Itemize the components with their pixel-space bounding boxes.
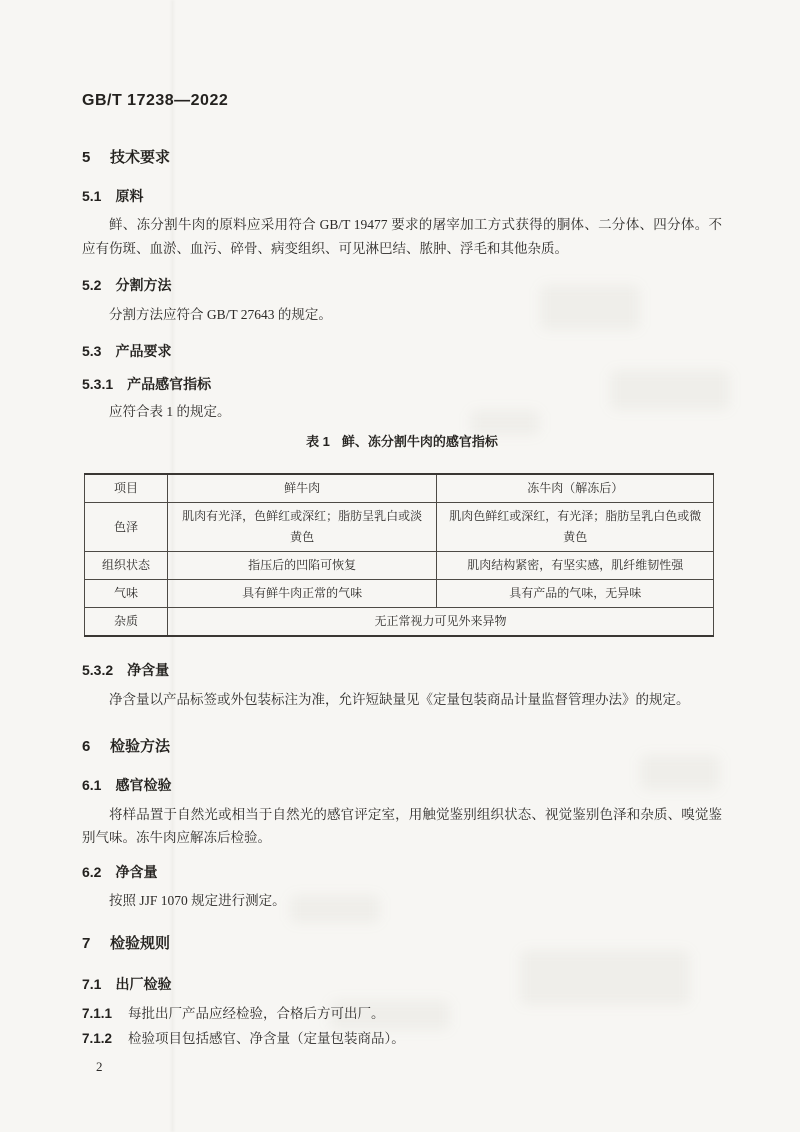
clause-text: 检验项目包括感官、净含量（定量包装商品）。	[128, 1031, 405, 1046]
row-label: 杂质	[85, 608, 168, 637]
section-number: 7	[82, 935, 91, 952]
section-title: 净含量	[127, 662, 170, 678]
section-title: 产品要求	[115, 342, 172, 359]
section-number: 5.1	[82, 188, 102, 204]
table-row	[85, 608, 714, 637]
clause-number: 7.1.1	[82, 1006, 113, 1021]
section-title: 出厂检验	[115, 976, 172, 992]
section-number: 5.2	[82, 277, 102, 293]
section-5-2-paragraph: 分割方法应符合 GB/T 27643 的规定。	[109, 307, 332, 322]
section-title: 原料	[115, 188, 144, 204]
section-title: 检验方法	[110, 737, 171, 755]
section-title: 检验规则	[110, 935, 171, 952]
section-6-1-paragraph: 将样品置于自然光或相当于自然光的感官评定室，用触觉鉴别组织状态、视觉鉴别色泽和杂质、嗅觉鉴别气味。冻牛肉应解冻后检验。	[82, 806, 722, 845]
cell-fresh: 肌肉有光泽，色鲜红或深红；脂肪呈乳白或淡黄色	[167, 503, 437, 552]
section-number: 6.2	[82, 863, 102, 880]
section-5-1-paragraph: 鲜、冻分割牛肉的原料应采用符合 GB/T 19477 要求的屠宰加工方式获得的胴体、二分体、四分体。不应有伤斑、血淤、血污、碎骨、病变组织、可见淋巴结、脓肿、浮毛和其他杂质。	[82, 217, 722, 256]
section-number: 5	[82, 149, 91, 166]
cell-fresh: 指压后的凹陷可恢复	[167, 552, 437, 580]
section-number: 5.3.2	[82, 662, 114, 678]
section-5-heading	[82, 148, 722, 168]
section-7-heading	[82, 934, 722, 954]
sensory-indicator-table	[84, 473, 714, 637]
cell-span-both: 无正常视力可见外来异物	[167, 608, 713, 637]
table-row	[85, 552, 714, 580]
section-number: 7.1	[82, 976, 102, 992]
table-row	[85, 503, 714, 552]
column-header-item: 项目	[85, 474, 168, 503]
section-title: 产品感官指标	[127, 375, 212, 392]
document-content	[82, 0, 722, 1075]
row-label: 气味	[85, 580, 168, 608]
table-caption-label: 表 1	[306, 434, 330, 449]
clause-7-1-1	[82, 1002, 722, 1025]
table-header-row	[85, 474, 714, 503]
cell-frozen: 肌肉结构紧密，有坚实感，肌纤维韧性强	[437, 552, 714, 580]
table-row	[85, 580, 714, 608]
section-title: 分割方法	[115, 277, 172, 293]
section-title: 技术要求	[110, 149, 171, 166]
column-header-frozen-beef: 冻牛肉（解冻后）	[437, 474, 714, 503]
section-5-3-1-heading	[82, 374, 722, 394]
section-7-1-heading	[82, 974, 722, 994]
section-6-heading	[82, 737, 722, 757]
cell-frozen: 具有产品的气味，无异味	[437, 580, 714, 608]
section-5-3-2-heading	[82, 660, 722, 680]
row-label: 组织状态	[85, 552, 168, 580]
section-5-1-heading	[82, 186, 722, 206]
clause-number: 7.1.2	[82, 1031, 113, 1046]
table-caption-title: 鲜、冻分割牛肉的感官指标	[341, 434, 498, 449]
section-5-2-heading	[82, 275, 722, 295]
column-header-fresh-beef: 鲜牛肉	[167, 474, 437, 503]
section-number: 5.3.1	[82, 375, 114, 392]
section-5-3-1-paragraph: 应符合表 1 的规定。	[109, 403, 231, 419]
section-title: 感官检验	[115, 776, 172, 793]
section-5-3-heading	[82, 341, 722, 361]
section-6-1-heading	[82, 775, 722, 795]
section-number: 5.3	[82, 342, 102, 359]
section-6-2-paragraph: 按照 JJF 1070 规定进行测定。	[109, 892, 286, 908]
section-title: 净含量	[115, 863, 158, 880]
section-number: 6.1	[82, 776, 102, 793]
clause-text: 每批出厂产品应经检验，合格后方可出厂。	[128, 1006, 385, 1021]
page-number: 2	[96, 1059, 103, 1074]
section-6-2-heading	[82, 862, 722, 882]
section-number: 6	[82, 737, 91, 755]
row-label: 色泽	[85, 503, 168, 552]
cell-frozen: 肌肉色鲜红或深红，有光泽；脂肪呈乳白色或微黄色	[437, 503, 714, 552]
section-5-3-2-paragraph: 净含量以产品标签或外包装标注为准，允许短缺量见《定量包装商品计量监督管理办法》的规定。	[109, 692, 690, 707]
clause-7-1-2	[82, 1027, 722, 1050]
standard-code: GB/T 17238—2022	[82, 92, 229, 109]
table-1-caption	[82, 431, 722, 450]
cell-fresh: 具有鲜牛肉正常的气味	[167, 580, 437, 608]
